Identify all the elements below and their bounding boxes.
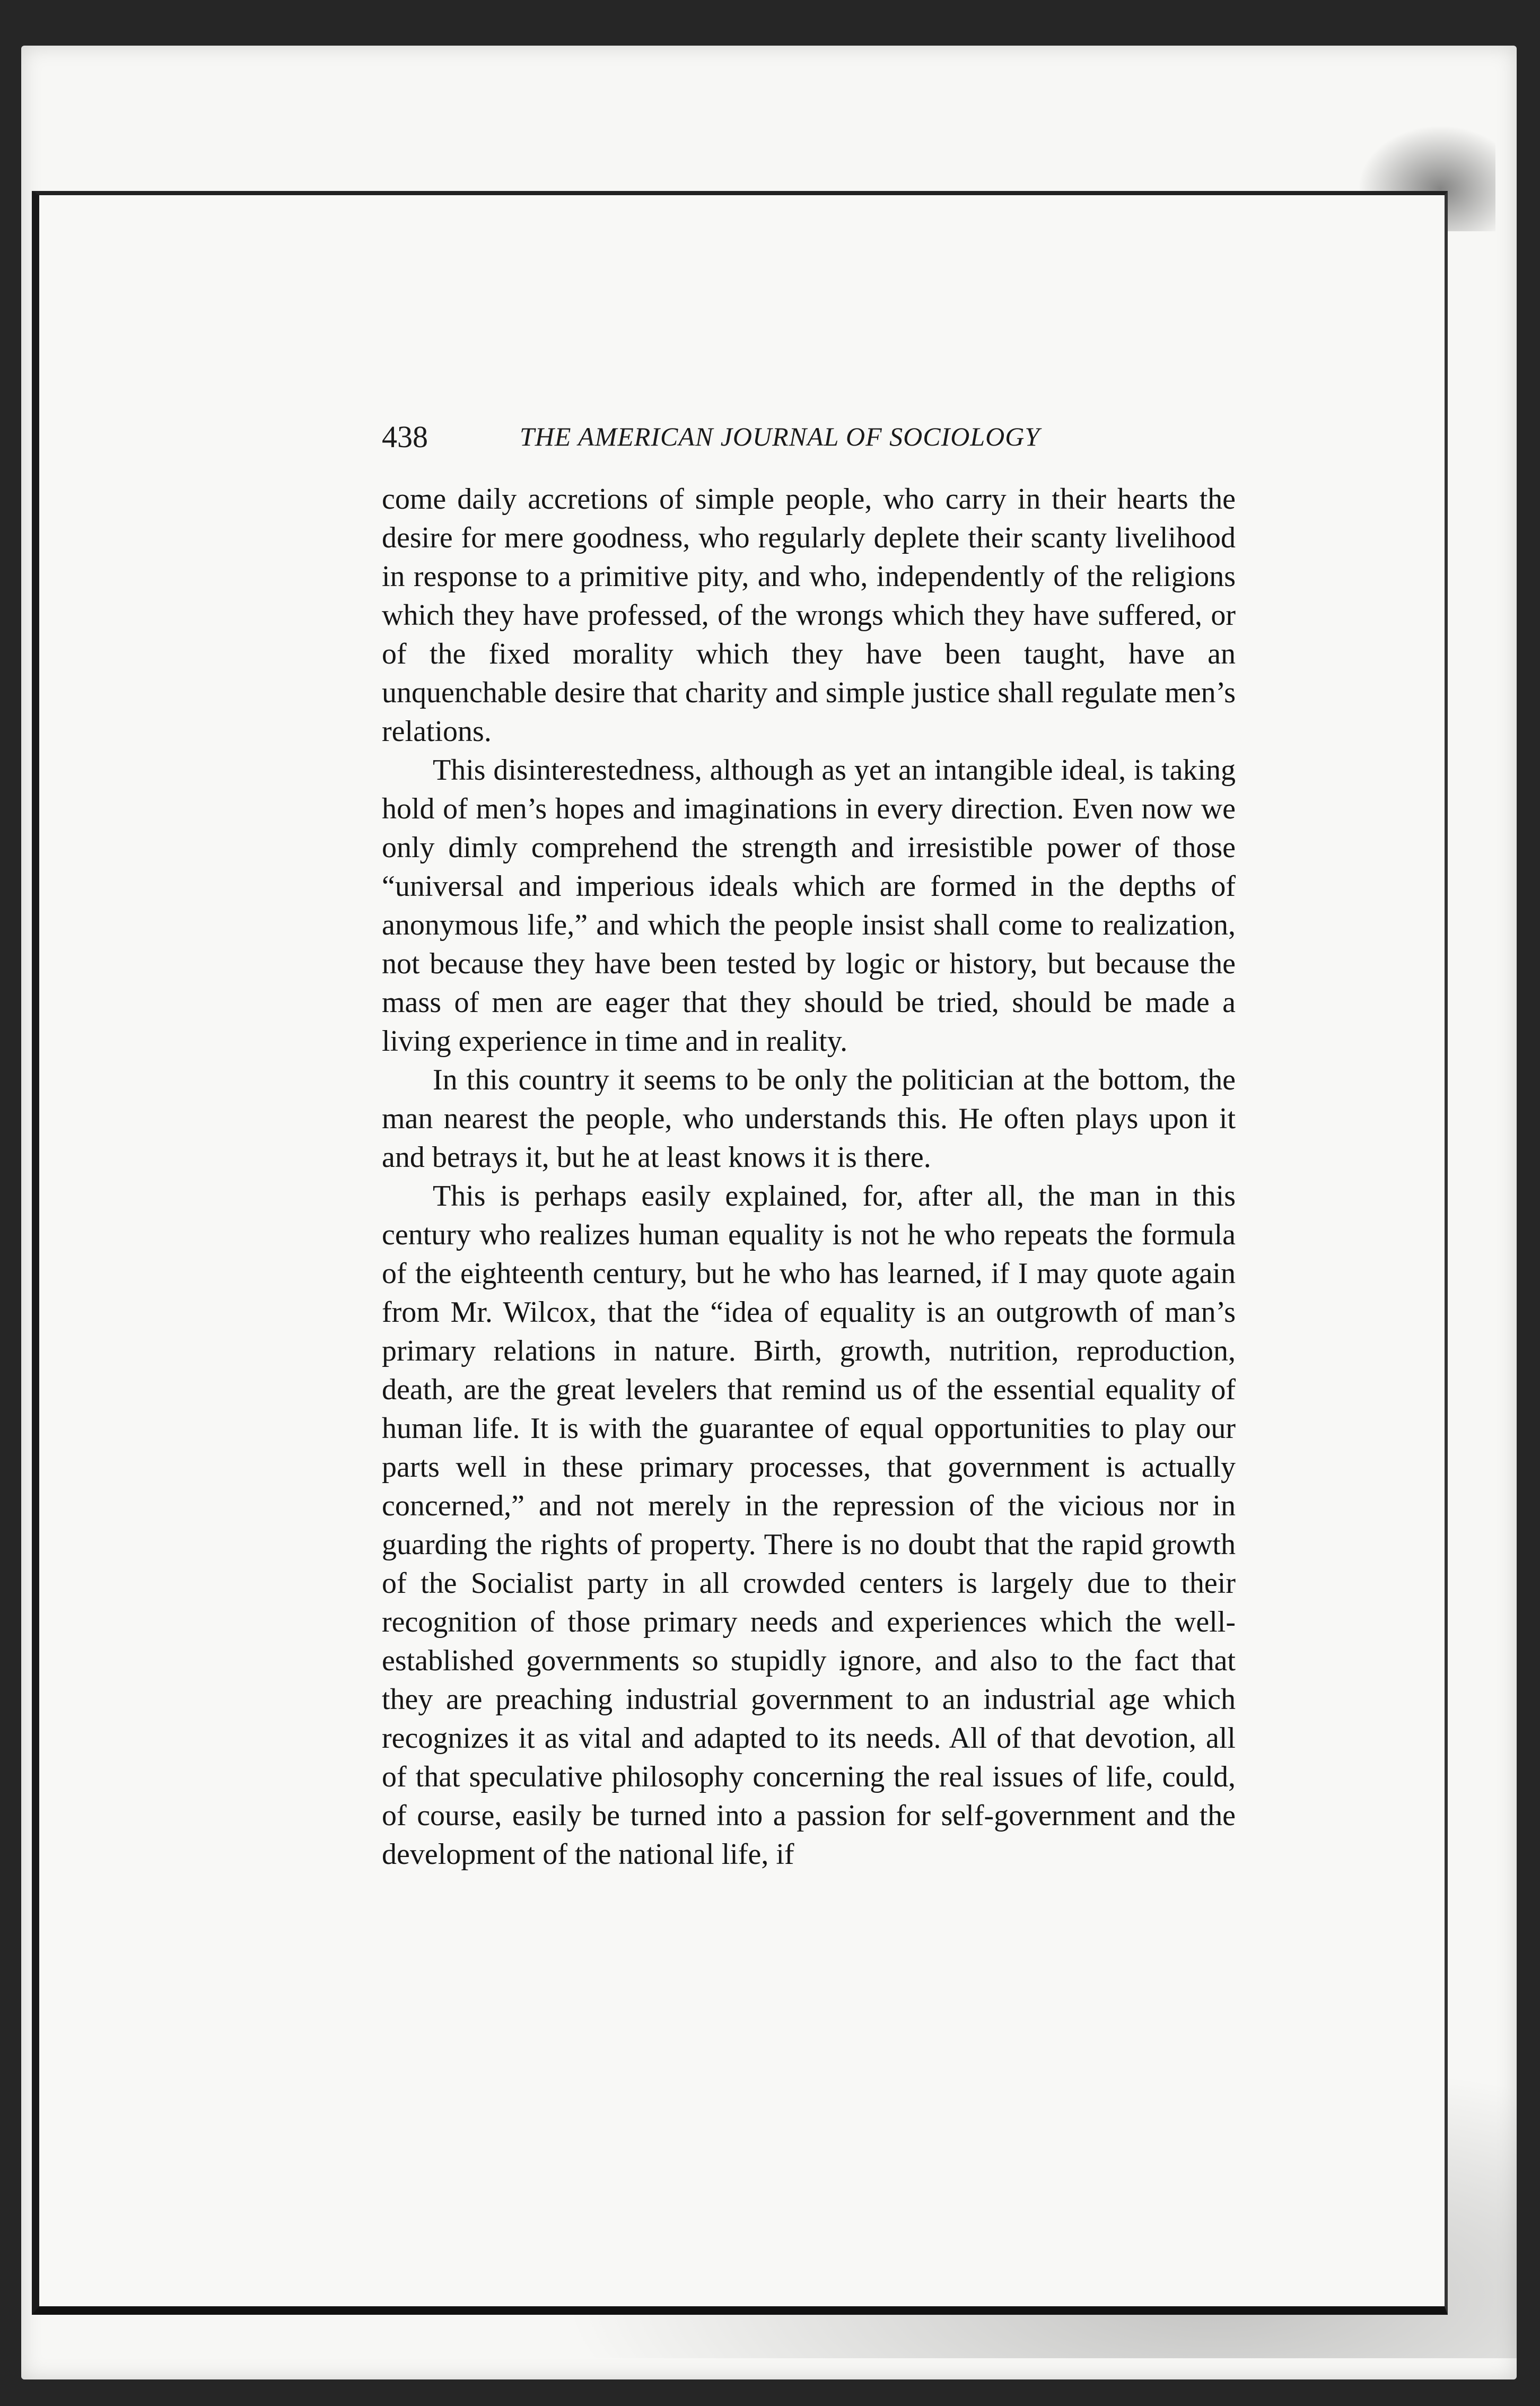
paragraph: This disinterestedness, although as yet an intangible ideal, is taking hold of men’s hopes and imaginations in every direction. Even now we only dimly comprehend the strength and irresistible power of those “universal and imperious ideals which are formed in the depths of anonymous life,” and which the people insist shall come to realization, not because they have been tested by logic or history, but because the mass of men are eager that they should be tried, should be made a living experience in time and in reality. — [382, 754, 1236, 1058]
running-title: THE AMERICAN JOURNAL OF SOCIOLOGY — [520, 422, 1040, 451]
page-header — [382, 419, 1262, 461]
paragraph: In this country it seems to be only the politician at the bottom, the man nearest the people, who understands this. He often plays upon it and betrays it, but he at least knows it is there. — [382, 1063, 1236, 1174]
paragraph: This is perhaps easily explained, for, after all, the man in this century who realizes human equality is not he who repeats the formula of the eighteenth century, but he who has learned, if I may quote again from Mr. Wilcox, that the “idea of equality is an outgrowth of man’s primary relations in nature. Birth, growth, nutrition, reproduction, death, are the great levelers that remind us of the essential equality of human life. It is with the guarantee of equal opportunities to play our parts well in these primary processes, that government is actually concerned,” and not merely in the repression of the vicious nor in guarding the rights of property. There is no doubt that the rapid growth of the Socialist party in all crowded centers is largely due to their recognition of those primary needs and experiences which the well-established governments so stupidly ignore, and also to the fact that they are preaching industrial government to an industrial age which recognizes it as vital and adapted to its needs. All of that devotion, all of that speculative philosophy concerning the real issues of life, could, of course, easily be turned into a passion for self-government and the development of the national life, if — [382, 1180, 1236, 1871]
body-text — [382, 480, 1236, 1874]
paragraph: come daily accretions of simple people, who carry in their hearts the desire for mere goodness, who regularly deplete their scanty livelihood in response to a primitive pity, and who, independently of the religions which they have professed, of the wrongs which they have suffered, or of the fixed morality which they have been taught, have an unquenchable desire that charity and simple justice shall regulate men’s relations. — [382, 483, 1236, 748]
page-number: 438 — [382, 420, 428, 454]
